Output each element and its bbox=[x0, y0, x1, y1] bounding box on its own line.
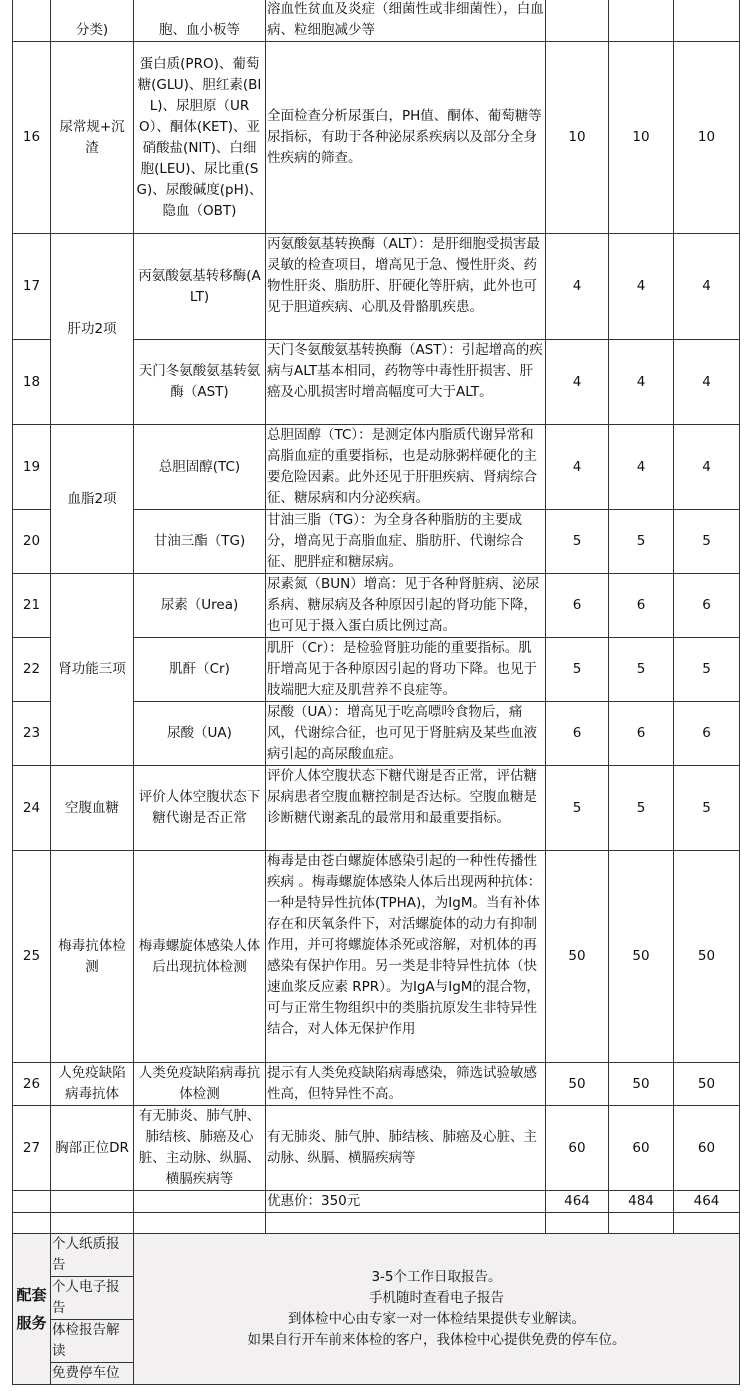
table-row-partial bbox=[13, 0, 740, 42]
service-line: 如果自行开车前来体检的客户，我体检中心提供免费的停车位。 bbox=[247, 1332, 626, 1348]
row-number: 20 bbox=[13, 510, 51, 574]
price-cell: 4 bbox=[674, 234, 740, 340]
price-cell: 6 bbox=[546, 574, 609, 638]
item-cell: 肌酐（Cr) bbox=[134, 638, 266, 702]
price-cell: 50 bbox=[674, 1063, 740, 1106]
table-row bbox=[13, 42, 740, 234]
item-cell: 天门冬氨酸氨基转氨酶（AST) bbox=[134, 340, 266, 425]
description-cell: 总胆固醇（TC）：是测定体内脂质代谢异常和高脂血症的重要指标，也是动脉粥样硬化的主要危险因素。此外还见于肝胆疾病、肾病综合征、糖尿病和内分泌疾病。 bbox=[266, 425, 546, 510]
service-row bbox=[13, 1234, 740, 1277]
total-price: 484 bbox=[609, 1191, 674, 1213]
item-cell: 人类免疫缺陷病毒抗体检测 bbox=[134, 1063, 266, 1106]
table-row bbox=[13, 1106, 740, 1191]
row-number: 27 bbox=[13, 1106, 51, 1191]
price-cell: 60 bbox=[546, 1106, 609, 1191]
price-cell: 5 bbox=[609, 638, 674, 702]
row-number: 18 bbox=[13, 340, 51, 425]
price-cell: 5 bbox=[674, 766, 740, 851]
service-item: 个人纸质报告 bbox=[51, 1234, 134, 1277]
price-cell: 6 bbox=[609, 702, 674, 766]
item-cell: 总胆固醇(TC) bbox=[134, 425, 266, 510]
row-number: 17 bbox=[13, 234, 51, 340]
total-price: 464 bbox=[546, 1191, 609, 1213]
item-cell: 评价人体空腹状态下糖代谢是否正常 bbox=[134, 766, 266, 851]
table-row bbox=[13, 851, 740, 1063]
description-cell: 提示有人类免疫缺陷病毒感染，筛选试验敏感性高，但特异性不高。 bbox=[266, 1063, 546, 1106]
price-cell: 50 bbox=[546, 1063, 609, 1106]
item-cell: 蛋白质(PRO)、葡萄糖(GLU)、胆红素(BIL)、尿胆原（URO）、酮体(KET)、亚硝酸盐(NIT)、白细胞(LEU)、尿比重(SG)、尿酸碱度(pH)、隐血（OBT) bbox=[134, 42, 266, 234]
table-row bbox=[13, 425, 740, 510]
price-cell: 6 bbox=[674, 702, 740, 766]
price-cell: 4 bbox=[546, 425, 609, 510]
price-cell: 5 bbox=[609, 766, 674, 851]
exam-items-table bbox=[12, 0, 740, 1385]
price-cell: 60 bbox=[609, 1106, 674, 1191]
empty-row bbox=[13, 1213, 740, 1234]
table-row bbox=[13, 574, 740, 638]
description-cell: 溶血性贫血及炎症（细菌性或非细菌性），白血病、粒细胞减少等 bbox=[266, 0, 546, 42]
price-cell: 5 bbox=[546, 638, 609, 702]
service-item: 个人电子报告 bbox=[51, 1277, 134, 1320]
service-description bbox=[134, 1234, 740, 1385]
price-cell: 10 bbox=[674, 42, 740, 234]
item-cell: 尿酸（UA) bbox=[134, 702, 266, 766]
description-cell: 全面检查分析尿蛋白，PH值、酮体、葡萄糖等尿指标，有助于各种泌尿系疾病以及部分全身性疾病的筛查。 bbox=[266, 42, 546, 234]
service-item: 免费停车位 bbox=[51, 1363, 134, 1385]
price-cell: 5 bbox=[609, 510, 674, 574]
total-price: 464 bbox=[674, 1191, 740, 1213]
row-number: 22 bbox=[13, 638, 51, 702]
category-cell: 人免疫缺陷病毒抗体 bbox=[51, 1063, 134, 1106]
services-label: 配套服务 bbox=[13, 1234, 51, 1385]
price-cell: 4 bbox=[674, 340, 740, 425]
category-cell: 肾功能三项 bbox=[51, 574, 134, 766]
discount-price: 优惠价：350元 bbox=[266, 1191, 546, 1213]
description-cell: 评价人体空腹状态下糖代谢是否正常，评估糖尿病患者空腹血糖控制是否达标。空腹血糖是诊断糖代谢紊乱的最常用和最重要指标。 bbox=[266, 766, 546, 851]
row-number: 21 bbox=[13, 574, 51, 638]
price-cell: 4 bbox=[609, 340, 674, 425]
row-number: 25 bbox=[13, 851, 51, 1063]
item-cell: 尿素（Urea) bbox=[134, 574, 266, 638]
row-number: 26 bbox=[13, 1063, 51, 1106]
price-cell: 4 bbox=[609, 425, 674, 510]
description-cell: 尿素氮（BUN）增高：见于各种肾脏病、泌尿系病、糖尿病及各种原因引起的肾功能下降，也可见于摄入蛋白质比例过高。 bbox=[266, 574, 546, 638]
price-cell: 6 bbox=[546, 702, 609, 766]
price-cell: 4 bbox=[674, 425, 740, 510]
row-number: 16 bbox=[13, 42, 51, 234]
price-cell: 6 bbox=[674, 574, 740, 638]
price-cell: 10 bbox=[546, 42, 609, 234]
price-cell: 50 bbox=[609, 1063, 674, 1106]
description-cell: 甘油三脂（TG）：为全身各种脂肪的主要成分，增高见于高脂血症、脂肪肝、代谢综合征、肥胖症和糖尿病。 bbox=[266, 510, 546, 574]
item-cell: 甘油三酯（TG) bbox=[134, 510, 266, 574]
price-cell: 4 bbox=[609, 234, 674, 340]
item-cell: 梅毒螺旋体感染人体后出现抗体检测 bbox=[134, 851, 266, 1063]
description-cell: 梅毒是由苍白螺旋体感染引起的一种性传播性疾病 。梅毒螺旋体感染人体后出现两种抗体：一种是特异性抗体(TPHA)，为IgM。当有补体存在和厌氧条件下，对活螺旋体的动力有抑制作用，并可将螺旋体杀死或溶解，对机体的再感染有保护作用。另一类是非特异性抗体（快速血浆反应素 RPR）。为IgA与IgM的混合物，可与正常生物组织中的类脂抗原发生非特异性结合，对人体无保护作用 bbox=[266, 851, 546, 1063]
table-row bbox=[13, 234, 740, 340]
total-row bbox=[13, 1191, 740, 1213]
category-cell: 梅毒抗体检测 bbox=[51, 851, 134, 1063]
description-cell: 天门冬氨酸氨基转换酶（AST）：引起增高的疾病与ALT基本相同，药物等中毒性肝损害、肝癌及心肌损害时增高幅度可大于ALT。 bbox=[266, 340, 546, 425]
description-cell: 丙氨酸氨基转换酶（ALT）：是肝细胞受损害最灵敏的检查项目，增高见于急、慢性肝炎、药物性肝炎、脂肪肝、肝硬化等肝病，此外也可见于胆道疾病、心肌及骨骼肌疾患。 bbox=[266, 234, 546, 340]
price-cell: 5 bbox=[674, 638, 740, 702]
category-cell: 胸部正位DR bbox=[51, 1106, 134, 1191]
description-cell: 尿酸（UA）：增高见于吃高嘌呤食物后，痛风，代谢综合征，也可见于肾脏病及某些血液病引起的高尿酸血症。 bbox=[266, 702, 546, 766]
item-cell: 有无肺炎、肺气肿、肺结核、肺癌及心脏、主动脉、纵膈、横膈疾病等 bbox=[134, 1106, 266, 1191]
service-line: 到体检中心由专家一对一体检结果提供专业解读。 bbox=[288, 1311, 585, 1327]
price-cell: 5 bbox=[674, 510, 740, 574]
row-number: 23 bbox=[13, 702, 51, 766]
category-cell: 分类) bbox=[51, 0, 134, 42]
price-cell: 10 bbox=[609, 42, 674, 234]
table-row bbox=[13, 1063, 740, 1106]
category-cell: 肝功2项 bbox=[51, 234, 134, 425]
price-cell: 5 bbox=[546, 766, 609, 851]
price-cell: 60 bbox=[674, 1106, 740, 1191]
price-cell: 6 bbox=[609, 574, 674, 638]
category-cell: 尿常规+沉渣 bbox=[51, 42, 134, 234]
category-cell: 空腹血糖 bbox=[51, 766, 134, 851]
price-cell: 50 bbox=[609, 851, 674, 1063]
price-cell: 5 bbox=[546, 510, 609, 574]
price-cell: 4 bbox=[546, 340, 609, 425]
description-cell: 肌肝（Cr）：是检验肾脏功能的重要指标。肌肝增高见于各种原因引起的肾功下降。也见于肢端肥大症及肌营养不良症等。 bbox=[266, 638, 546, 702]
row-number: 19 bbox=[13, 425, 51, 510]
description-cell: 有无肺炎、肺气肿、肺结核、肺癌及心脏、主动脉、纵膈、横膈疾病等 bbox=[266, 1106, 546, 1191]
price-cell: 50 bbox=[674, 851, 740, 1063]
row-number: 24 bbox=[13, 766, 51, 851]
price-cell: 4 bbox=[546, 234, 609, 340]
price-cell: 50 bbox=[546, 851, 609, 1063]
item-cell: 丙氨酸氨基转移酶(ALT) bbox=[134, 234, 266, 340]
item-cell: 胞、血小板等 bbox=[134, 0, 266, 42]
table-row bbox=[13, 766, 740, 851]
service-line: 3-5个工作日取报告。 bbox=[371, 1269, 502, 1285]
category-cell: 血脂2项 bbox=[51, 425, 134, 574]
service-item: 体检报告解读 bbox=[51, 1320, 134, 1363]
service-line: 手机随时查看电子报告 bbox=[369, 1290, 504, 1306]
